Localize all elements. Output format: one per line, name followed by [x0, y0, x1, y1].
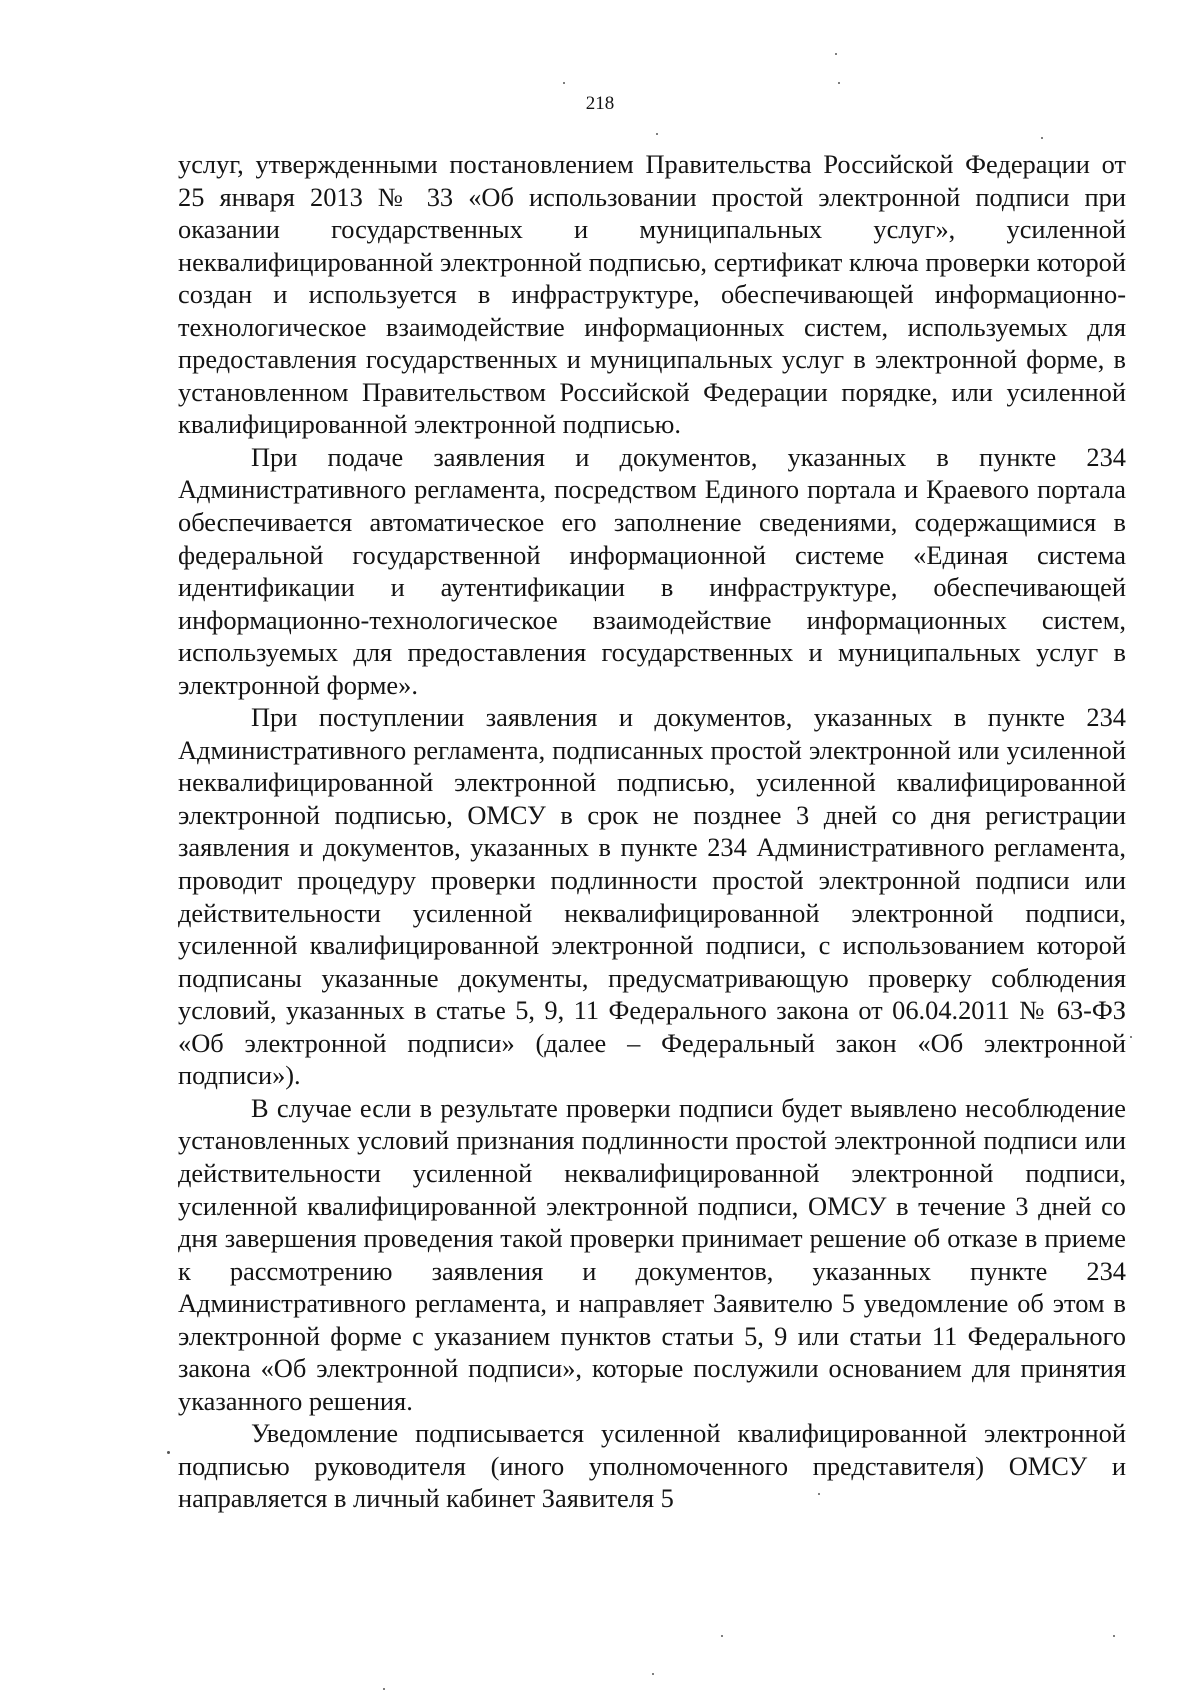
scan-speck — [818, 1493, 820, 1495]
body-text — [178, 148, 1126, 1515]
scan-speck — [652, 1673, 654, 1675]
scan-speck — [1041, 137, 1043, 139]
paragraph-portal-submission: При подаче заявления и документов, указанных в пункте 234 Административного регламента, посредством Единого портала и Краевого портала обеспечивается автоматическое его заполнение сведениями, содержащимися в федеральной государственной информационной системе «Единая система идентификации и аутентификации в инфраструктуре, обеспечивающей информационно-технологическое взаимодействие информационных систем, используемых для предоставления государственных и муниципальных услуг в электронной форме». — [178, 441, 1126, 700]
paragraph-verification-failure: В случае если в результате проверки подписи будет выявлено несоблюдение установленных условий признания подлинности простой электронной подписи или действительности усиленной неквалифицированной электронной подписи, усиленной квалифицированной электронной подписи, ОМСУ в течение 3 дней со дня завершения проведения такой проверки принимает решение об отказе в приеме к рассмотрению заявления и документов, указанных пункте 234 Административного регламента, и направляет Заявителю 5 уведомление об этом в электронной форме с указанием пунктов статьи 5, 9 или статьи 11 Федерального закона «Об электронной подписи», которые послужили основанием для принятия указанного решения. — [178, 1092, 1126, 1416]
scan-speck — [721, 1635, 723, 1637]
scan-speck — [1130, 1036, 1132, 1038]
scan-speck — [1113, 1635, 1115, 1637]
paragraph-notification: Уведомление подписывается усиленной квалифицированной электронной подписью руководителя (иного уполномоченного представителя) ОМСУ и направляется в личный кабинет Заявителя 5 — [178, 1418, 1126, 1514]
scan-speck — [835, 53, 837, 55]
paragraph-continuation: услуг, утвержденными постановлением Правительства Российской Федерации от 25 января 2013 № 33 «Об использовании простой электронной подписи при оказании государственных и муниципальных услуг», усиленной неквалифицированной электронной подписью, сертификат ключа проверки которой создан и используется в инфраструктуре, обеспечивающей информационно-технологическое взаимодействие информационных систем, используемых для предоставления государственных и муниципальных услуг в электронной форме, в установленном Правительством Российской Федерации порядке, или усиленной квалифицированной электронной подписью. — [178, 149, 1126, 440]
scan-speck — [656, 133, 658, 135]
scan-speck — [838, 82, 840, 84]
scan-speck — [383, 1688, 385, 1690]
page-number: 218 — [585, 93, 615, 114]
paragraph-signature-verification: При поступлении заявления и документов, указанных в пункте 234 Административного регламента, подписанных простой электронной или усиленной неквалифицированной электронной подписью, усиленной квалифицированной электронной подписью, ОМСУ в срок не позднее 3 дней со дня регистрации заявления и документов, указанных в пункте 234 Административного регламента, проводит процедуру проверки подлинности простой электронной подписи или действительности усиленной неквалифицированной электронной подписи, усиленной квалифицированной электронной подписи, с использованием которой подписаны указанные документы, предусматривающую проверку соблюдения условий, указанных в статье 5, 9, 11 Федерального закона от 06.04.2011 № 63-ФЗ «Об электронной подписи» (далее – Федеральный закон «Об электронной подписи»). — [178, 702, 1126, 1091]
scan-speck — [563, 82, 565, 84]
scan-speck — [167, 1451, 170, 1454]
